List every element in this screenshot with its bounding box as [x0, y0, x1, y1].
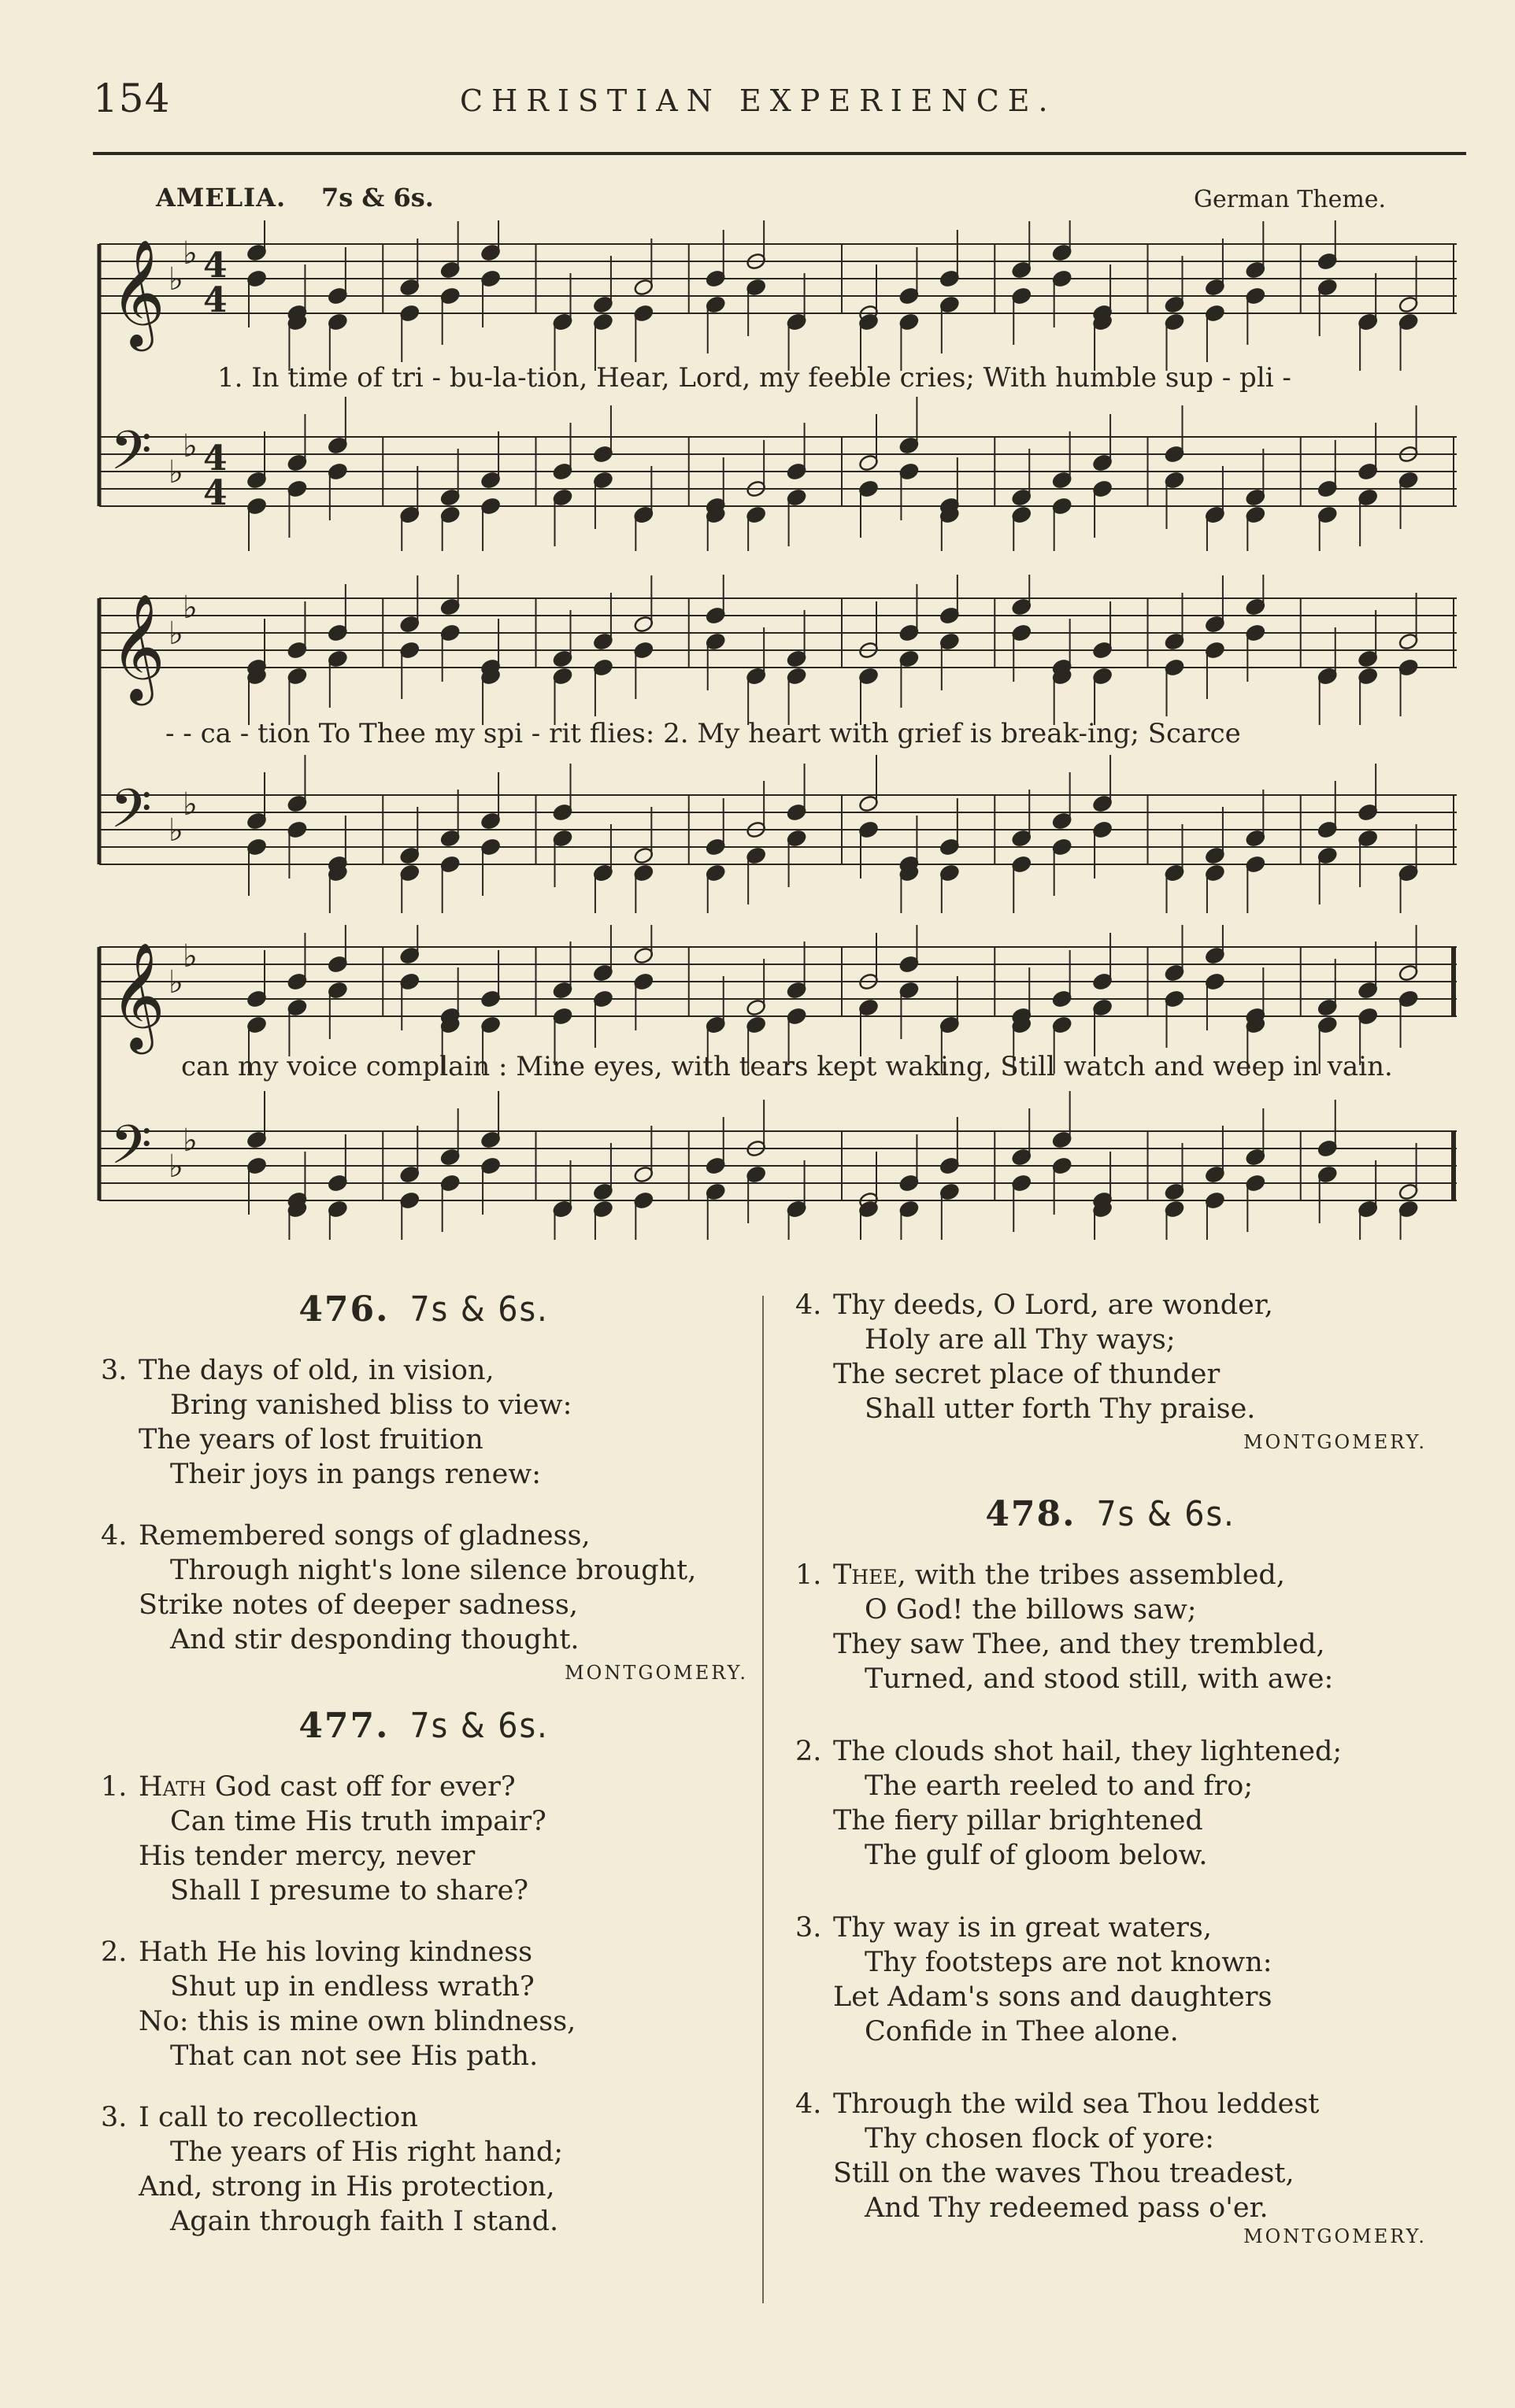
verse-line: Shut up in endless wrath? — [170, 1971, 535, 2003]
author-credit: MONTGOMERY. — [565, 1662, 748, 1684]
verse-line: Their joys in pangs renew: — [170, 1459, 542, 1490]
flat-icon: ♭ — [169, 964, 183, 1001]
verse-number: 3. — [101, 1355, 128, 1386]
verse-line: Shall I presume to share? — [170, 1875, 529, 1907]
flat-icon: ♭ — [169, 812, 183, 849]
tune-source: German Theme. — [1194, 186, 1387, 213]
verse-line: The earth reeled to and fro; — [865, 1770, 1254, 1802]
music-system-3 — [93, 925, 1463, 1240]
verse — [787, 1734, 1433, 1873]
flat-icon: ♭ — [183, 428, 198, 464]
hymn-meter: 7s & 6s. — [409, 1706, 549, 1746]
verse-line: 3. Thy way is in great waters, — [795, 1912, 1212, 1944]
lyric-line-3: can my voice complain : Mine eyes, with tears kept waking, Still watch and weep in vain. — [181, 1051, 1393, 1082]
flat-icon: ♭ — [183, 938, 198, 975]
verse-number: 4. — [101, 1520, 128, 1552]
time-signature: 4 — [203, 473, 228, 513]
verse-number: 3. — [795, 1912, 822, 1944]
author-credit: MONTGOMERY. — [1243, 1431, 1427, 1453]
hymn-meter: 7s & 6s. — [409, 1289, 549, 1330]
verse-line: Still on the waves Thou treadest, — [833, 2158, 1295, 2189]
verse — [787, 1288, 1433, 1426]
page-number: 154 — [93, 76, 171, 121]
bass-clef-icon: 𝄢 — [110, 779, 152, 853]
verse-line: The years of lost fruition — [139, 1424, 483, 1456]
verse-line: And, strong in His protection, — [139, 2171, 555, 2203]
verse-line: And Thy redeemed pass o'er. — [865, 2192, 1269, 2224]
verse-line: Confide in Thee alone. — [865, 2016, 1179, 2047]
flat-icon: ♭ — [169, 454, 183, 490]
verse-line: Thy footsteps are not known: — [865, 1947, 1272, 1978]
verse-line: That can not see His path. — [170, 2040, 539, 2072]
verse — [93, 2100, 754, 2239]
verse-number: 1. — [795, 1559, 822, 1591]
verse-number: 4. — [795, 2088, 822, 2120]
verse — [787, 2087, 1433, 2225]
verse-number: 4. — [795, 1289, 822, 1321]
verse-line: 4. Thy deeds, O Lord, are wonder, — [795, 1289, 1273, 1321]
header-rule — [93, 152, 1466, 155]
time-signature: 4 — [203, 280, 228, 320]
time-signature: 4 — [203, 246, 228, 286]
tune-name: AMELIA. — [156, 183, 287, 213]
verse-line: Can time His truth impair? — [170, 1806, 546, 1837]
running-title: CHRISTIAN EXPERIENCE. — [460, 83, 1057, 118]
verse-line: Let Adam's sons and daughters — [833, 1981, 1272, 2013]
flat-icon: ♭ — [183, 786, 198, 823]
verse-number: 2. — [101, 1936, 128, 1968]
verse-line: Again through faith I stand. — [170, 2206, 559, 2237]
verse-line: 2. The clouds shot hail, they lightened; — [795, 1736, 1343, 1767]
verse-number: 1. — [101, 1771, 128, 1803]
hymn-number: 476. — [298, 1289, 390, 1330]
author-credit: MONTGOMERY. — [1243, 2225, 1427, 2247]
music-system-1 — [93, 220, 1463, 551]
verse-line: 1. Hath God cast off for ever? — [101, 1771, 516, 1803]
hymn-number: 477. — [298, 1706, 390, 1746]
verse-line: No: this is mine own blindness, — [139, 2006, 576, 2037]
flat-icon: ♭ — [169, 261, 183, 298]
lyric-line-2: - - ca - tion To Thee my spi - rit flies: 2. My heart with grief is break-ing; Scarce — [165, 718, 1241, 749]
verse-line: The years of His right hand; — [170, 2136, 564, 2168]
verse — [93, 1770, 754, 1908]
verse-line: They saw Thee, and they trembled, — [833, 1629, 1325, 1660]
verse-line: Bring vanished bliss to view: — [170, 1389, 572, 1421]
verse-line: Holy are all Thy ways; — [865, 1324, 1176, 1356]
treble-clef-icon: 𝄞 — [110, 238, 165, 346]
hymn-477 — [93, 1706, 754, 2239]
hymn-heading — [93, 1706, 754, 1746]
verse-line: Turned, and stood still, with awe: — [865, 1663, 1334, 1695]
flat-icon: ♭ — [183, 235, 198, 272]
verse-line: 1. Thee, with the tribes assembled, — [795, 1559, 1285, 1591]
verse — [787, 1910, 1433, 2049]
music-system-2 — [93, 575, 1463, 913]
hymn-number: 478. — [985, 1494, 1076, 1534]
verse-line: Thy chosen flock of yore: — [865, 2123, 1214, 2155]
verse-number: 2. — [795, 1736, 822, 1767]
tune-meter: 7s & 6s. — [321, 183, 434, 213]
verse — [93, 1935, 754, 2073]
verse-line: 3. I call to recollection — [101, 2102, 418, 2133]
column-divider — [762, 1296, 764, 2303]
treble-clef-icon: 𝄞 — [110, 941, 165, 1049]
verse-line: His tender mercy, never — [139, 1840, 476, 1872]
verse-line: The secret place of thunder — [833, 1359, 1221, 1390]
hymn-heading — [787, 1494, 1433, 1534]
verse — [787, 1558, 1433, 1696]
music-staff-3 — [93, 925, 1463, 1240]
verse — [93, 1353, 754, 1492]
time-signature: 4 — [203, 438, 228, 479]
verse-line: 3. The days of old, in vision, — [101, 1355, 495, 1386]
flat-icon: ♭ — [183, 1123, 198, 1159]
bass-clef-icon: 𝄢 — [110, 1115, 152, 1189]
verse-line: The gulf of gloom below. — [865, 1840, 1208, 1871]
hymn-meter: 7s & 6s. — [1096, 1494, 1235, 1534]
verse-number: 3. — [101, 2102, 128, 2133]
verse-line: 2. Hath He his loving kindness — [101, 1936, 533, 1968]
verse-line: Strike notes of deeper sadness, — [139, 1589, 578, 1621]
verse-line: And stir desponding thought. — [170, 1624, 580, 1655]
verse-line: O God! the billows saw; — [865, 1594, 1197, 1626]
flat-icon: ♭ — [169, 1149, 183, 1185]
flat-icon: ♭ — [169, 616, 183, 652]
hymn-476 — [93, 1289, 754, 1684]
hymn-477-continued — [787, 1288, 1433, 1453]
verse-line: 4. Through the wild sea Thou leddest — [795, 2088, 1320, 2120]
verse-line: The fiery pillar brightened — [833, 1805, 1203, 1837]
verse-line: 4. Remembered songs of gladness, — [101, 1520, 591, 1552]
verse — [93, 1518, 754, 1657]
verse-line: Through night's lone silence brought, — [170, 1555, 697, 1586]
hymn-column-left — [93, 1275, 754, 2266]
bass-clef-icon: 𝄢 — [110, 420, 152, 495]
flat-icon: ♭ — [183, 590, 198, 626]
hymn-column-right — [787, 1275, 1433, 2269]
hymn-478 — [787, 1494, 1433, 2247]
verse-line: Shall utter forth Thy praise. — [865, 1393, 1256, 1425]
treble-clef-icon: 𝄞 — [110, 592, 165, 701]
lyric-line-1: 1. In time of tri - bu-la-tion, Hear, Lord, my feeble cries; With humble sup - pli - — [217, 362, 1291, 394]
hymn-heading — [93, 1289, 754, 1330]
